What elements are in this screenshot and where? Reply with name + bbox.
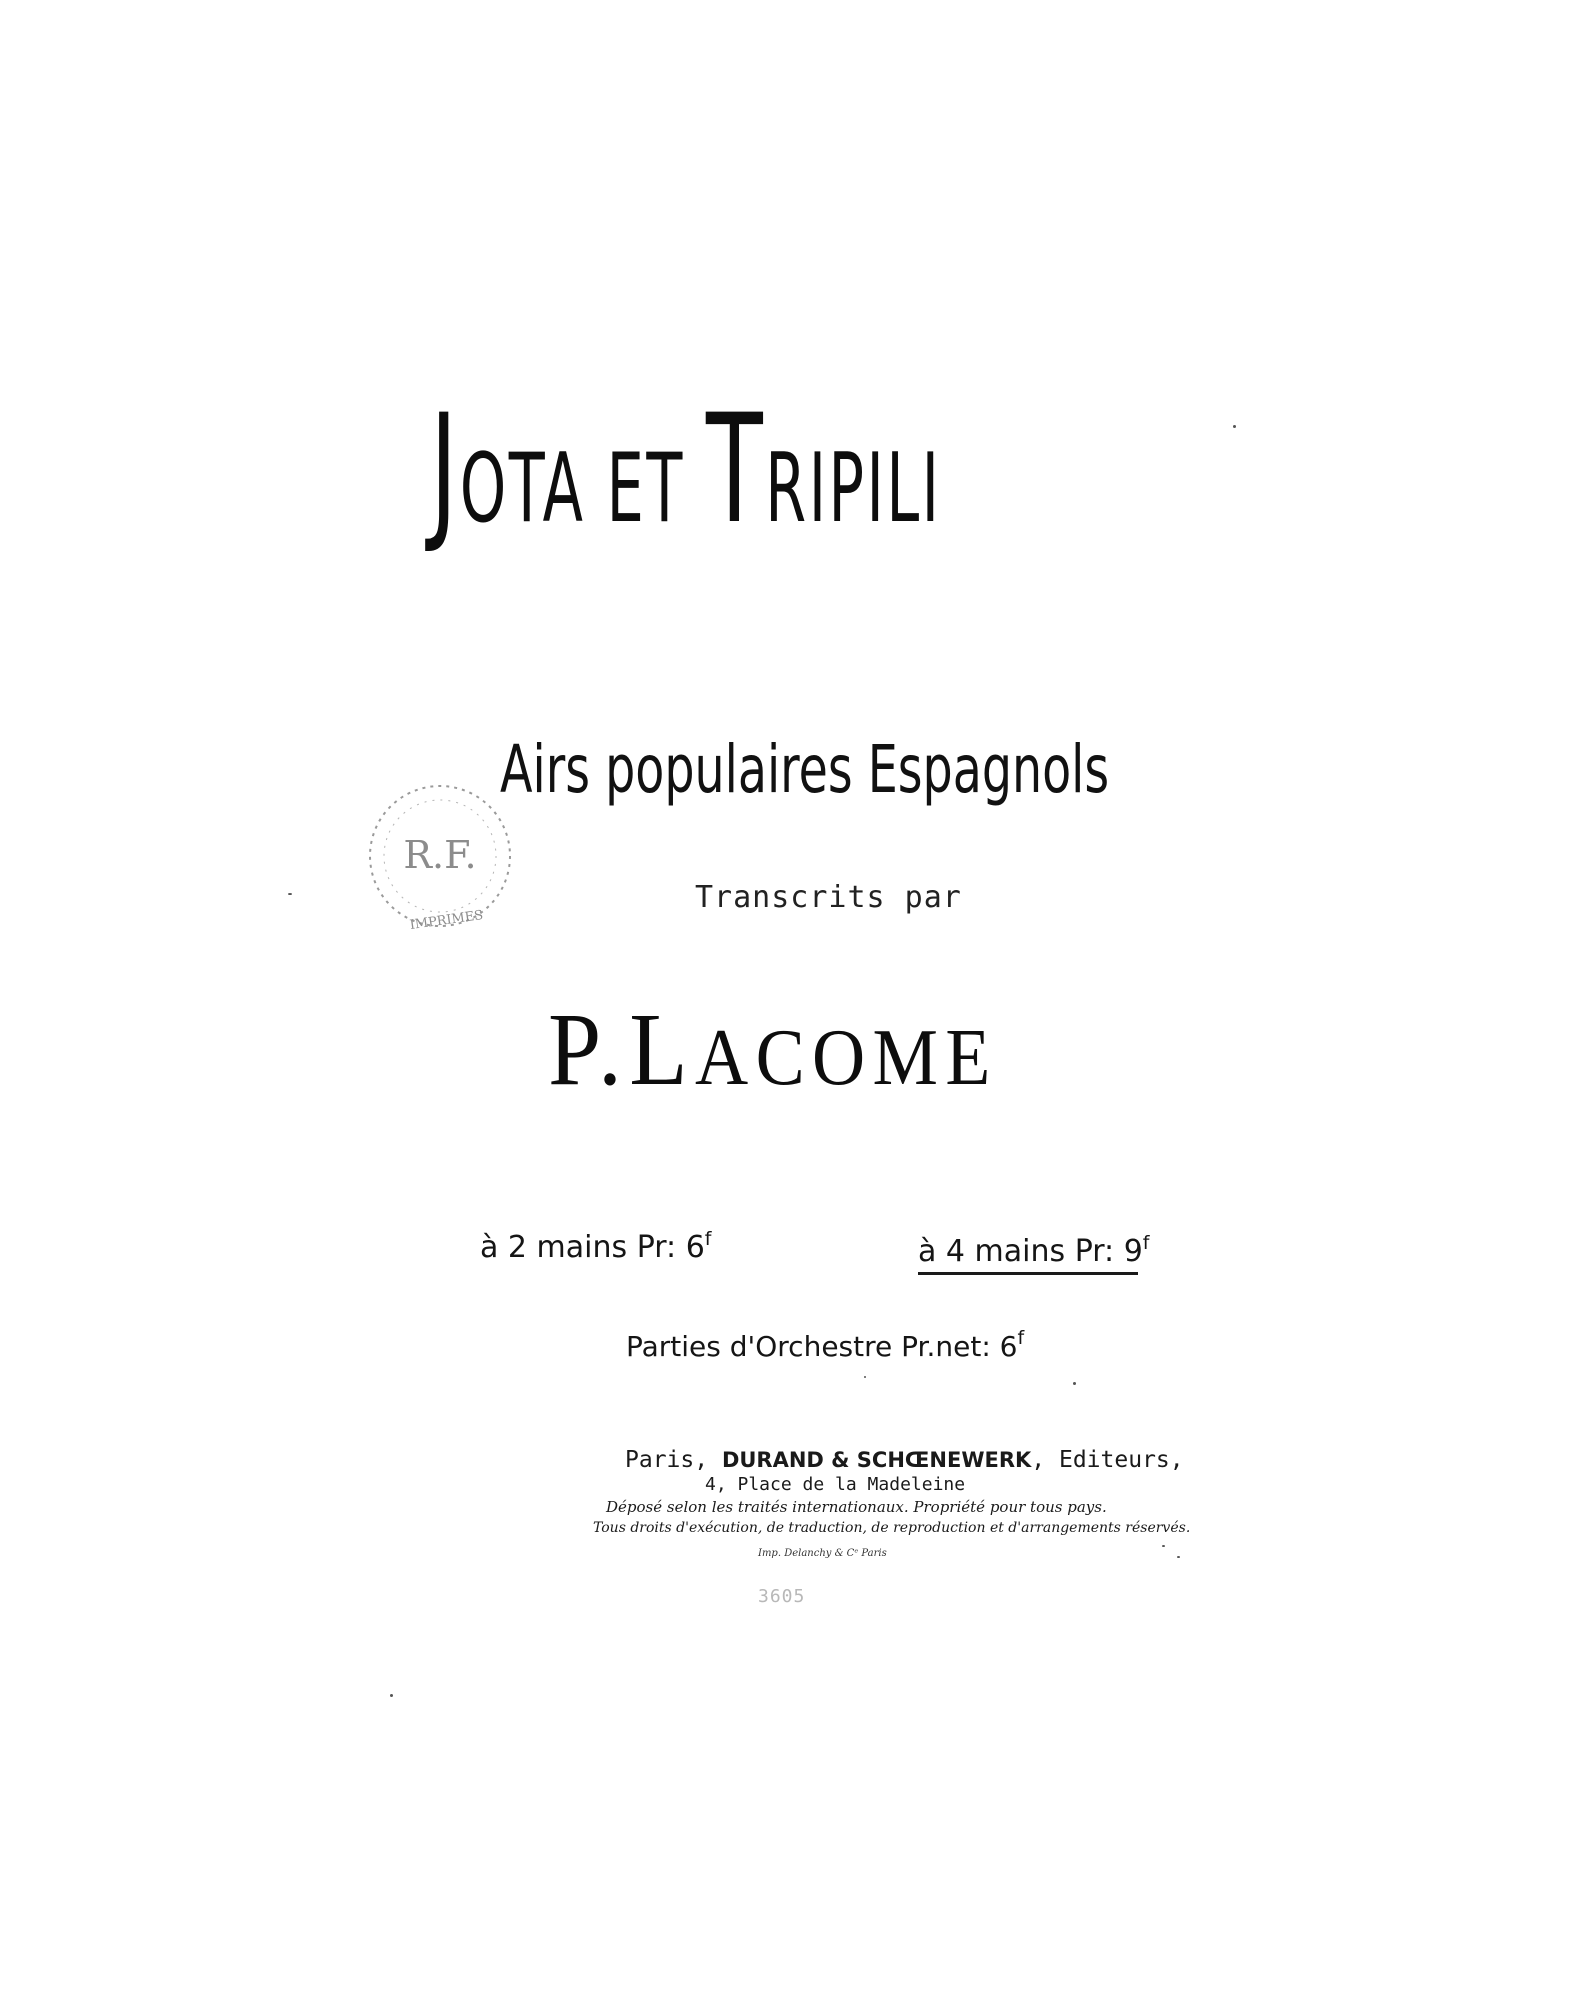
scan-speck (1177, 1556, 1180, 1558)
composer-name (548, 990, 998, 1118)
library-stamp (355, 776, 530, 941)
rights-line-2: Tous droits d'exécution, de traduction, de reproduction et d'arrangements réservés. (593, 1520, 1191, 1536)
price-four-hands: à 4 mains Pr: 9$^f$ (918, 1232, 1150, 1269)
transcribed-by: Transcrits par (695, 880, 962, 915)
price-four-hands-underline (918, 1272, 1138, 1275)
scan-speck (1073, 1382, 1076, 1385)
title-et: ET (606, 434, 685, 544)
composer-initial: P. (548, 992, 630, 1107)
price-orchestra: Parties d'Orchestre Pr.net: 6$^f$ (626, 1327, 1025, 1363)
scan-speck (864, 1376, 866, 1378)
printer-credit: Imp. Delanchy & Cᵉ Paris (758, 1548, 887, 1559)
composer-initial-l: L (629, 992, 696, 1107)
composer-acome: ACOME (695, 1014, 998, 1102)
scan-speck (1162, 1545, 1165, 1547)
publisher-name: DURAND & SCHŒNEWERK (721, 1448, 1032, 1472)
stamp-center-text: R.F. (403, 833, 477, 877)
publisher-address: 4, Place de la Madeleine (705, 1474, 966, 1495)
title-initial-j: J (430, 383, 460, 557)
plate-number: 3605 (758, 1586, 806, 1607)
subtitle: Airs populaires Espagnols (500, 731, 1110, 808)
rights-line-1: Déposé selon les traités internationaux. Propriété pour tous pays. (606, 1498, 1107, 1516)
title-ota: OTA (459, 434, 586, 544)
stamp-bottom-text: IMPRIMES (408, 907, 485, 934)
score-title (430, 383, 1190, 590)
title-initial-t: T (705, 383, 766, 557)
title-ripili: RIPILI (765, 434, 942, 544)
scan-speck (390, 1694, 393, 1697)
publisher-line: Paris, DURAND & SCHŒNEWERK, Editeurs, (625, 1447, 1184, 1473)
scan-speck (1233, 425, 1236, 428)
scan-speck (288, 893, 292, 895)
price-two-hands: à 2 mains Pr: 6$^f$ (480, 1228, 712, 1265)
